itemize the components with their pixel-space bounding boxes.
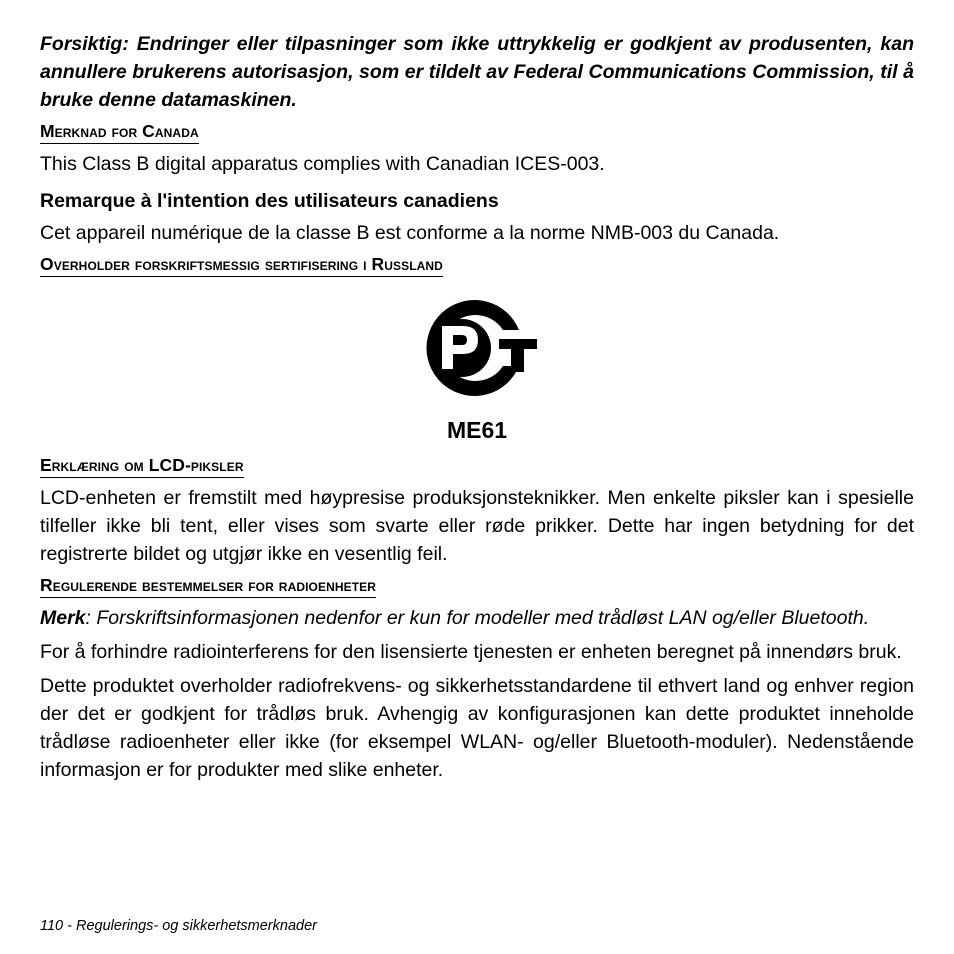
document-page — [40, 30, 914, 784]
radio-note-text: : Forskriftsinformasjonen nedenfor er kun for modeller med trådløst LAN og/eller Bluetooth. — [85, 607, 870, 629]
canada-text: This Class B digital apparatus complies with Canadian ICES-003. — [40, 153, 605, 175]
radio-para-2: Dette produktet overholder radiofrekvens- og sikkerhetsstandardene til ethvert land og enhver region der det er godkjent for trådløs bruk. Avhengig av konfigurasjonen kan dette produktet inneholde trådløse radioenheter eller ikke (for eksempel WLAN- og/eller Bluetooth-moduler). Nedenstående informasjon er for produkter med slike enheter. — [40, 675, 914, 781]
canada-heading: Merknad for Canada — [40, 120, 199, 144]
lcd-text: LCD-enheten er fremstilt med høypresise produksjonsteknikker. Men enkelte piksler kan i spesielle tilfeller ikke bli tent, eller vises som svarte eller røde prikker. Dette har ingen betydning for det registrerte bildet og utgjør ikke en vesentlig feil. — [40, 487, 914, 565]
lcd-heading: Erklæring om LCD-piksler — [40, 454, 244, 478]
canada-fr-text: Cet appareil numérique de la classe B est conforme a la norme NMB-003 du Canada. — [40, 222, 780, 244]
pct-logo — [40, 299, 914, 402]
radio-note — [40, 604, 914, 632]
certification-code: ME61 — [446, 417, 508, 443]
radio-heading: Regulerende bestemmelser for radioenheter — [40, 574, 376, 598]
pct-certification-logo-icon — [415, 299, 539, 397]
caution-paragraph: Forsiktig: Endringer eller tilpasninger som ikke uttrykkelig er godkjent av produsenten, kan annullere brukerens autorisasjon, som er tildelt av Federal Communications Commission, til å bruke denne datamaskinen. — [40, 33, 914, 111]
radio-para-1: For å forhindre radiointerferens for den lisensierte tjenesten er enheten beregnet på innendørs bruk. — [40, 641, 902, 663]
radio-note-label: Merk — [40, 607, 86, 629]
russia-heading: Overholder forskriftsmessig sertifisering i Russland — [40, 253, 443, 277]
page-footer: 110 - Regulerings- og sikkerhetsmerknader — [40, 918, 317, 934]
canada-fr-heading: Remarque à l'intention des utilisateurs canadiens — [40, 190, 499, 212]
